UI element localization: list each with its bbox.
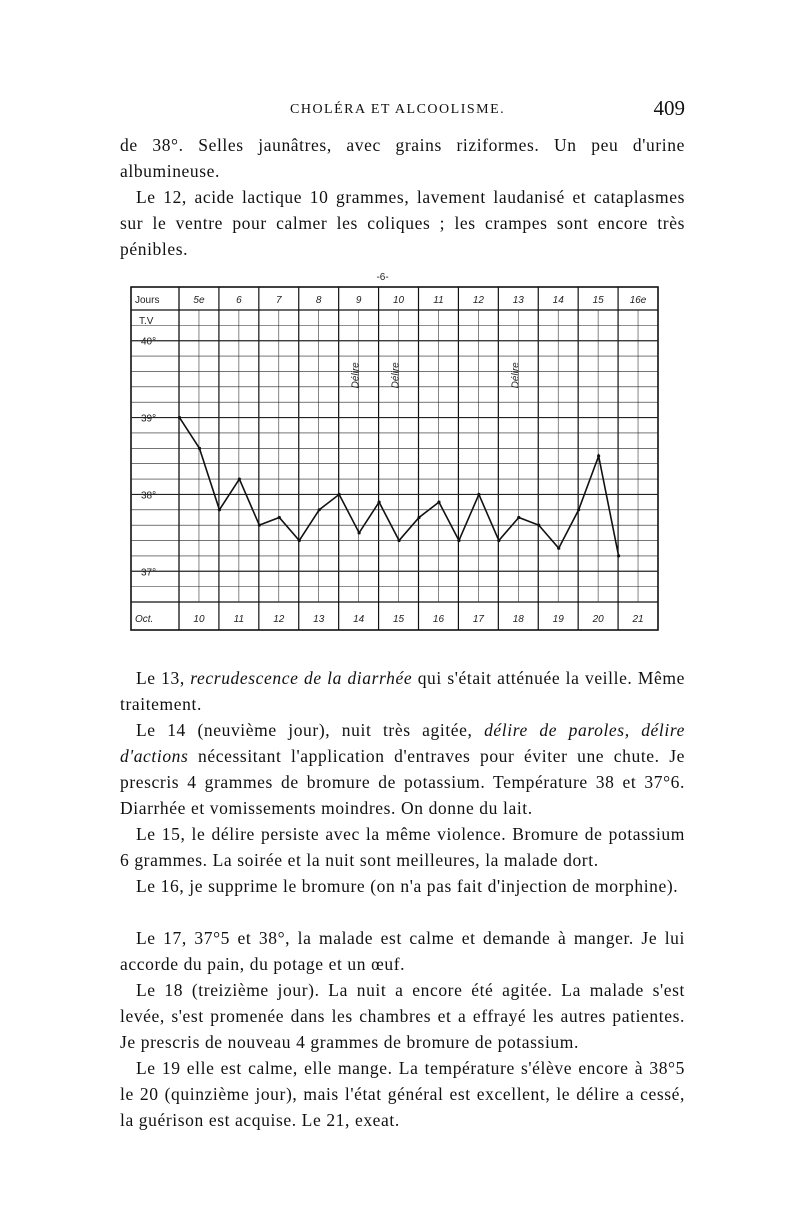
running-head: [120, 96, 685, 126]
day-tick-label: 13: [512, 295, 524, 306]
paragraph-text: Le 18 (treizième jour). La nuit a encore été agitée. La malade s'est levée, s'est promenée dans les chambres et a effrayé les autres patientes. Je prescris de nouveau 4 grammes de bromure de potassium.: [120, 980, 685, 1052]
date-tick-label: 20: [592, 614, 604, 625]
day-tick-label: 5e: [193, 295, 205, 306]
date-tick-label: 15: [392, 614, 405, 625]
temperature-point: [437, 501, 440, 504]
paragraph-text: Le 15, le délire persiste avec la même violence. Bromure de potassium 6 grammes. La soirée et la nuit sont meilleures, la malade dort.: [120, 824, 685, 870]
temperature-point: [198, 447, 201, 450]
paragraph-day: [120, 717, 685, 821]
paragraph-text: qui s'était atténuée la veille. Même traitement.: [120, 668, 685, 714]
temperature-point: [477, 493, 480, 496]
paragraph-text: Le 13,: [136, 668, 191, 688]
day-tick-label: 16e: [629, 295, 647, 306]
temperature-line: [180, 418, 619, 556]
temperature-point: [497, 539, 500, 542]
day-tick-label: 11: [433, 295, 444, 306]
paragraph-text: Le 17, 37°5 et 38°, la malade est calme et demande à manger. Je lui accorde du pain, du potage et un œuf.: [120, 928, 685, 974]
temperature-point: [517, 516, 520, 519]
temperature-point: [258, 524, 261, 527]
paragraph-day: [120, 977, 685, 1055]
paragraph-day: [120, 873, 685, 899]
day-tick-label: 9: [355, 295, 362, 306]
day-tick-label: 6: [236, 295, 242, 306]
delire-annotation: Délire: [350, 362, 362, 389]
day-tick-label: 15: [592, 295, 604, 306]
delire-annotation: Délire: [390, 362, 402, 389]
day-tick-label: 7: [276, 295, 282, 306]
temperature-point: [298, 539, 301, 542]
date-tick-label: 13: [313, 614, 325, 625]
temperature-point: [278, 516, 281, 519]
running-title: CHOLÉRA ET ALCOOLISME.: [290, 102, 506, 117]
date-tick-label: 11: [233, 614, 245, 625]
temperature-point: [318, 508, 321, 511]
temperature-tick-label: 38°: [141, 490, 157, 502]
paragraph-text: Le 14 (neuvième jour), nuit très agitée,: [136, 720, 485, 740]
date-tick-label: 19: [552, 614, 564, 625]
temperature-point: [238, 477, 241, 480]
day-tick-label: 14: [552, 295, 564, 306]
temperature-point: [417, 516, 420, 519]
row-label-month: Oct.: [135, 614, 154, 625]
emphasis-text: délire de paroles, délire d'actions: [120, 720, 685, 766]
temperature-point: [577, 508, 580, 511]
day-tick-label: 8: [315, 295, 322, 306]
date-tick-label: 10: [193, 614, 205, 625]
paragraph-day: [120, 821, 685, 873]
delire-annotation: Délire: [510, 362, 522, 389]
paragraph-text: Le 19 elle est calme, elle mange. La température s'élève encore à 38°5 le 20 (quinzième jour), mais l'état général est excellent, le délire a cessé, la guérison est acquise. Le 21, exeat.: [120, 1058, 685, 1130]
paragraph-day-12: Le 12, acide lactique 10 grammes, lavement laudanisé et cataplasmes sur le ventre pour calmer les coliques ; les crampes sont encore très pénibles.: [120, 187, 685, 259]
temperature-tick-label: 37°: [141, 567, 157, 579]
date-tick-label: 17: [472, 614, 484, 625]
paragraph-text: Le 16, je supprime le bromure (on n'a pas fait d'injection de morphine).: [136, 876, 679, 896]
temperature-point: [617, 554, 620, 557]
temperature-chart: [128, 262, 668, 647]
page-number: 409: [653, 96, 685, 120]
row-label-days: Jours: [135, 295, 160, 306]
temperature-point: [537, 524, 540, 527]
temperature-tick-label: 39°: [141, 413, 157, 425]
temperature-point: [597, 454, 600, 457]
date-tick-label: 18: [512, 614, 524, 625]
temperature-point: [377, 501, 380, 504]
row-label-temp: T.V: [139, 316, 154, 327]
day-tick-label: 10: [392, 295, 405, 306]
paragraph-day: [120, 925, 685, 977]
temperature-point: [218, 508, 221, 511]
date-tick-label: 16: [432, 614, 445, 625]
paragraph-text: nécessitant l'application d'entraves pour éviter une chute. Je prescris 4 grammes de bromure de potassium. Température 38 et 37°6. Diarrhée et vomissements moindres. On donne du lait.: [120, 746, 685, 818]
date-tick-label: 14: [353, 614, 365, 625]
paragraph-continued: de 38°. Selles jaunâtres, avec grains riziformes. Un peu d'urine albumineuse.: [120, 135, 685, 181]
chart-frame: [131, 287, 658, 630]
paragraph-day: [120, 665, 685, 717]
date-tick-label: 12: [273, 614, 285, 625]
paragraph-day: [120, 1055, 685, 1133]
temperature-point: [397, 539, 400, 542]
temperature-point: [457, 539, 460, 542]
temperature-point: [557, 547, 560, 550]
temperature-tick-label: 40°: [141, 336, 157, 348]
temperature-point: [338, 493, 341, 496]
emphasis-text: recrudescence de la diarrhée: [190, 668, 413, 688]
temperature-point: [358, 531, 361, 534]
temperature-point: [178, 416, 181, 419]
temperature-chart-svg: [128, 262, 668, 647]
date-tick-label: 21: [632, 614, 644, 625]
day-tick-label: 12: [472, 295, 484, 306]
top-mark: -6-: [376, 272, 389, 283]
